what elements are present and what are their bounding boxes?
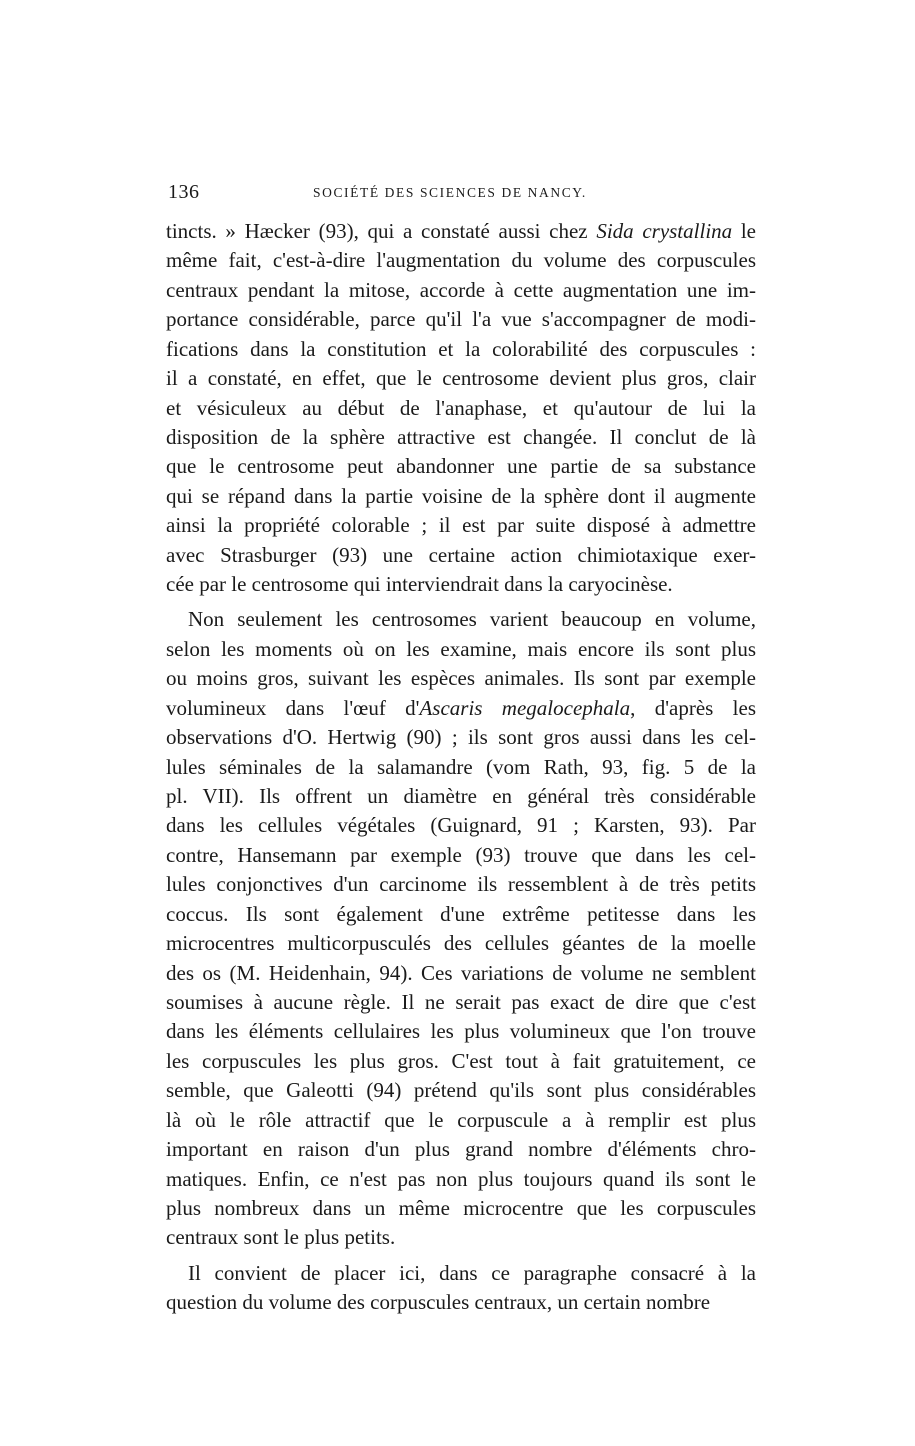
italic-text: Sida crystallina bbox=[596, 219, 733, 243]
text-line bbox=[166, 782, 756, 811]
text-line bbox=[166, 570, 756, 599]
text-run: important en raison d'un plus grand nombre d'éléments chro- bbox=[166, 1137, 756, 1162]
text-run: tincts. » Hæcker (93), qui a constaté aussi chez bbox=[166, 219, 597, 243]
text-line bbox=[166, 841, 756, 870]
text-run: portance considérable, parce qu'il l'a vue s'accompagner de modi- bbox=[166, 307, 756, 332]
text-run: lules conjonctives d'un carcinome ils ressemblent à de très petits bbox=[166, 872, 756, 897]
text-line bbox=[166, 605, 756, 634]
text-run: ou moins gros, suivant les espèces animales. Ils sont par exemple bbox=[166, 666, 756, 691]
paragraph bbox=[166, 217, 756, 599]
text-run: dans les cellules végétales (Guignard, 91 ; Karsten, 93). Par bbox=[166, 813, 756, 838]
text-run: cée par le centrosome qui interviendrait dans la caryocinèse. bbox=[166, 572, 673, 597]
text-line bbox=[166, 723, 756, 752]
text-line bbox=[166, 541, 756, 570]
text-line bbox=[166, 246, 756, 275]
text-run: ainsi la propriété colorable ; il est par suite disposé à admettre bbox=[166, 513, 756, 538]
text-run: centraux sont le plus petits. bbox=[166, 1225, 396, 1250]
text-run: selon les moments où on les examine, mais encore ils sont plus bbox=[166, 636, 756, 661]
text-line bbox=[166, 364, 756, 393]
text-line bbox=[166, 1259, 756, 1288]
text-run: fications dans la constitution et la colorabilité des corpuscules : bbox=[166, 336, 756, 361]
text-line bbox=[166, 452, 756, 481]
text-line bbox=[166, 394, 756, 423]
text-line bbox=[166, 635, 756, 664]
text-line bbox=[166, 870, 756, 899]
text-run: centraux pendant la mitose, accorde à cette augmentation une im- bbox=[166, 277, 756, 302]
text-run: le bbox=[732, 219, 756, 243]
paragraph bbox=[166, 1259, 756, 1318]
text-run: semble, que Galeotti (94) prétend qu'ils sont plus considérables bbox=[166, 1078, 756, 1103]
text-line bbox=[166, 900, 756, 929]
text-line bbox=[166, 811, 756, 840]
text-run: avec Strasburger (93) une certaine action chimiotaxique exer- bbox=[166, 542, 756, 567]
text-run: pl. VII). Ils offrent un diamètre en général très considérable bbox=[166, 784, 756, 809]
text-line bbox=[166, 1223, 756, 1252]
text-line bbox=[166, 959, 756, 988]
text-line bbox=[166, 276, 756, 305]
text-run: lules séminales de la salamandre (vom Rath, 93, fig. 5 de la bbox=[166, 754, 756, 779]
text-run: soumises à aucune règle. Il ne serait pas exact de dire que c'est bbox=[166, 989, 756, 1014]
text-run: Il convient de placer ici, dans ce paragraphe consacré à la bbox=[188, 1260, 756, 1285]
text-run: , d'après les bbox=[630, 695, 756, 720]
text-run: là où le rôle attractif que le corpuscule a à remplir est plus bbox=[166, 1107, 756, 1132]
text-line bbox=[166, 694, 756, 723]
text-line bbox=[166, 511, 756, 540]
text-run: qui se répand dans la partie voisine de la sphère dont il augmente bbox=[166, 483, 756, 508]
text-line bbox=[166, 753, 756, 782]
italic-text: Ascaris megalocephala bbox=[419, 695, 631, 720]
text-line bbox=[166, 1017, 756, 1046]
text-run: volumineux dans l'œuf d' bbox=[166, 695, 420, 720]
text-line bbox=[166, 929, 756, 958]
text-line bbox=[166, 423, 756, 452]
page-number: 136 bbox=[168, 181, 200, 203]
text-line bbox=[166, 482, 756, 511]
text-run: disposition de la sphère attractive est changée. Il conclut de là bbox=[166, 424, 756, 449]
text-line bbox=[166, 664, 756, 693]
text-line bbox=[166, 1047, 756, 1076]
text-line bbox=[166, 1076, 756, 1105]
text-run: contre, Hansemann par exemple (93) trouve que dans les cel- bbox=[166, 842, 756, 867]
text-run: matiques. Enfin, ce n'est pas non plus toujours quand ils sont le bbox=[166, 1166, 756, 1191]
text-run: question du volume des corpuscules centraux, un certain nombre bbox=[166, 1290, 711, 1315]
text-line bbox=[166, 1194, 756, 1223]
text-line bbox=[166, 1288, 756, 1317]
page-header bbox=[168, 181, 756, 205]
body-text bbox=[166, 217, 756, 1318]
text-run: plus nombreux dans un même microcentre que les corpuscules bbox=[166, 1195, 756, 1220]
text-run: Non seulement les centrosomes varient beaucoup en volume, bbox=[188, 607, 756, 632]
text-line bbox=[166, 335, 756, 364]
text-line bbox=[166, 1106, 756, 1135]
text-run: observations d'O. Hertwig (90) ; ils sont gros aussi dans les cel- bbox=[166, 725, 756, 750]
text-run: coccus. Ils sont également d'une extrême petitesse dans les bbox=[166, 901, 756, 926]
text-run: même fait, c'est-à-dire l'augmentation du volume des corpuscules bbox=[166, 248, 756, 273]
text-line bbox=[166, 217, 756, 246]
paragraph bbox=[166, 605, 756, 1252]
text-line bbox=[166, 305, 756, 334]
text-run: dans les éléments cellulaires les plus volumineux que l'on trouve bbox=[166, 1019, 756, 1044]
text-run: et vésiculeux au début de l'anaphase, et qu'autour de lui la bbox=[166, 395, 756, 420]
text-line bbox=[166, 988, 756, 1017]
text-run: microcentres multicorpusculés des cellules géantes de la moelle bbox=[166, 931, 756, 956]
text-run: les corpuscules les plus gros. C'est tout à fait gratuitement, ce bbox=[166, 1048, 756, 1073]
running-title: SOCIÉTÉ DES SCIENCES DE NANCY. bbox=[313, 185, 587, 200]
text-run: il a constaté, en effet, que le centrosome devient plus gros, clair bbox=[166, 366, 756, 391]
text-line bbox=[166, 1165, 756, 1194]
text-run: des os (M. Heidenhain, 94). Ces variations de volume ne semblent bbox=[166, 960, 756, 985]
text-run: que le centrosome peut abandonner une partie de sa substance bbox=[166, 454, 756, 479]
text-line bbox=[166, 1135, 756, 1164]
